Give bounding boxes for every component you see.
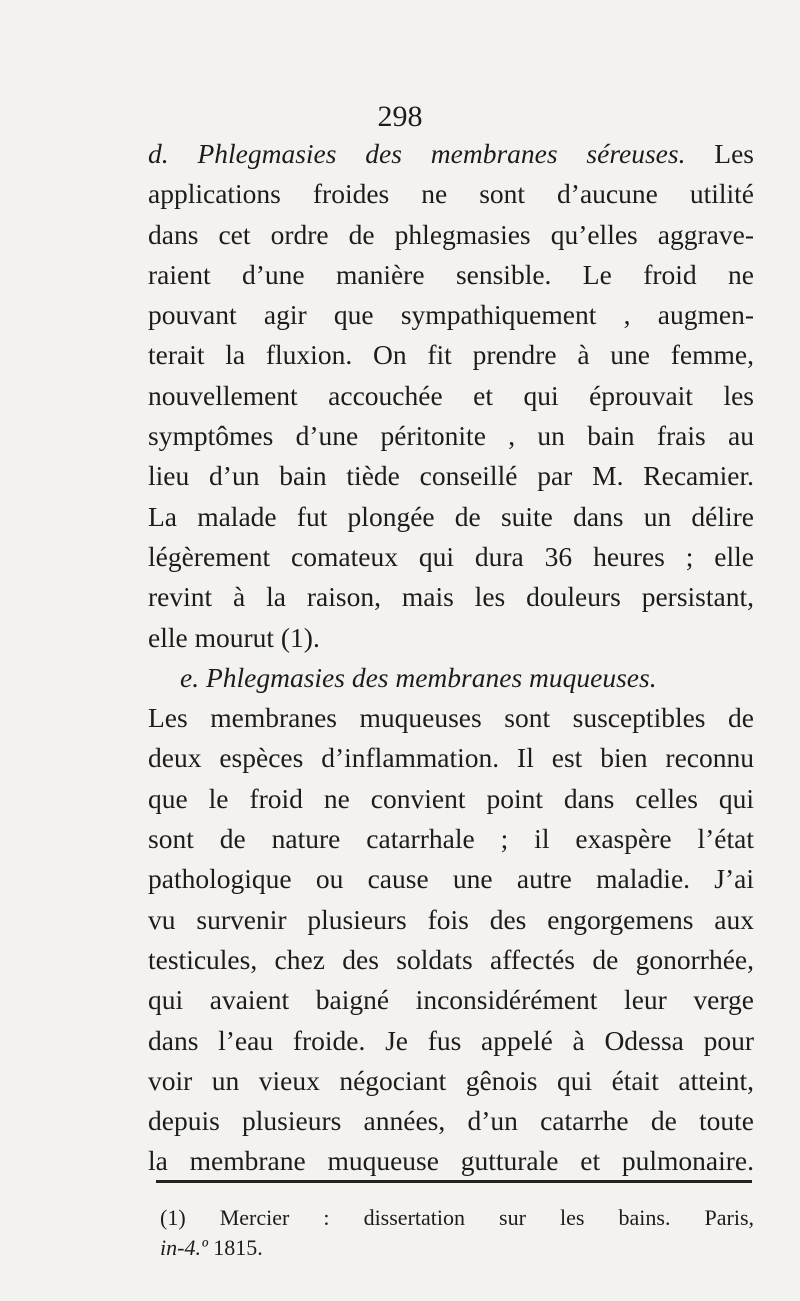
footnote-divider — [156, 1180, 752, 1183]
footnote-line: (1) Mercier : dissertation sur les bains. Paris, — [160, 1205, 754, 1230]
text-line: lieu d’un bain tiède conseillé par M. Recamier. — [148, 460, 754, 492]
body-text — [148, 134, 754, 1182]
text-line: testicules, chez des soldats affectés de gonorrhée, — [148, 943, 754, 975]
text-line: nouvellement accouchée et qui éprouvait les — [148, 379, 754, 411]
text-line: que le froid ne convient point dans celles qui — [148, 782, 754, 814]
text-line: La malade fut plongée de suite dans un délire — [148, 500, 754, 532]
text-line: depuis plusieurs années, d’un catarrhe de toute — [148, 1105, 754, 1137]
text-line: revint à la raison, mais les douleurs persistant, — [148, 581, 754, 613]
text-line: vu survenir plusieurs fois des engorgemens aux — [148, 903, 754, 935]
text-line: applications froides ne sont d’aucune utilité — [148, 178, 754, 210]
footnote — [160, 1203, 754, 1263]
text-line: sont de nature catarrhale ; il exaspère l’état — [148, 823, 754, 855]
footnote-format: in-4.º — [160, 1235, 208, 1260]
text-line: terait la fluxion. On fit prendre à une femme, — [148, 339, 754, 371]
text-line: d. Phlegmasies des membranes séreuses. Les — [148, 138, 754, 169]
section-heading-d: d. Phlegmasies des membranes séreuses. — [148, 138, 686, 169]
text-line: Les membranes muqueuses sont susceptibles de — [148, 702, 754, 734]
footnote-line — [160, 1233, 754, 1263]
text-line: elle mourut (1). — [148, 621, 320, 653]
text-line: raient d’une manière sensible. Le froid ne — [148, 258, 754, 290]
text-line: symptômes d’une péritonite , un bain frais au — [148, 420, 754, 452]
text-line: pathologique ou cause une autre maladie. J’ai — [148, 863, 754, 895]
text-line — [148, 658, 754, 698]
page-number: 298 — [377, 100, 423, 133]
text-line: la membrane muqueuse gutturale et pulmonaire. — [148, 1145, 754, 1177]
footnote-year: 1815. — [207, 1235, 263, 1260]
text-line: dans cet ordre de phlegmasies qu’elles aggrave- — [148, 218, 754, 250]
text-line: voir un vieux négociant gênois qui était atteint, — [148, 1064, 754, 1096]
section-heading-e: e. Phlegmasies des membranes muqueuses. — [180, 661, 657, 693]
text-line: dans l’eau froide. Je fus appelé à Odessa pour — [148, 1024, 754, 1056]
text-line: pouvant agir que sympathiquement , augmen- — [148, 299, 754, 331]
text-line: qui avaient baigné inconsidérément leur verge — [148, 984, 754, 1016]
text-line: légèrement comateux qui dura 36 heures ; elle — [148, 540, 754, 572]
text-line: deux espèces d’inflammation. Il est bien reconnu — [148, 742, 754, 774]
